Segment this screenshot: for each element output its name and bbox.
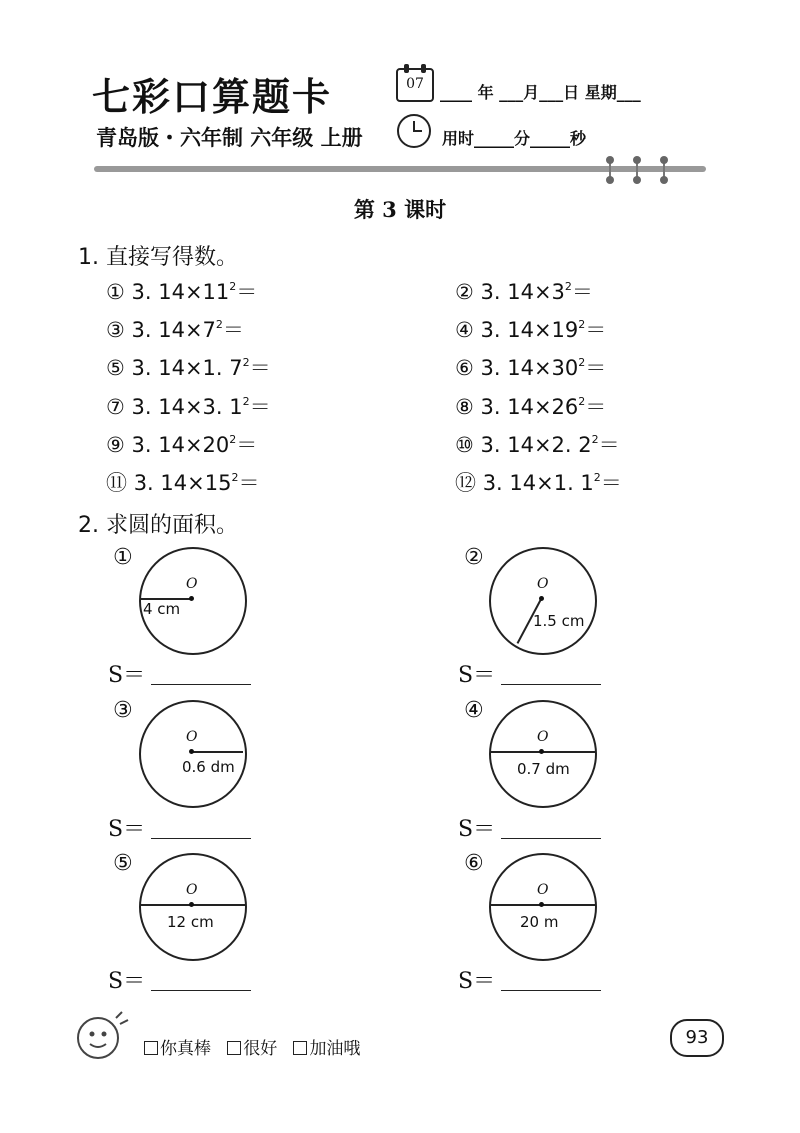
question-2-title: 2. 求圆的面积。 bbox=[78, 513, 238, 538]
exponent: 2 bbox=[231, 471, 239, 484]
center-label: O bbox=[186, 729, 198, 745]
eval-option: 加油哦 bbox=[309, 1039, 361, 1059]
answer-line bbox=[108, 964, 251, 995]
circle-number: ④ bbox=[464, 698, 484, 723]
s-label: S＝ bbox=[458, 969, 496, 994]
item-number: ⑧ bbox=[455, 394, 474, 419]
equals-sign: ＝ bbox=[249, 394, 271, 419]
circle-figure bbox=[489, 547, 597, 655]
equals-sign: ＝ bbox=[598, 432, 620, 457]
measure-label: 20 m bbox=[520, 913, 559, 931]
radius-line bbox=[191, 751, 243, 753]
circle-number: ⑤ bbox=[113, 851, 133, 876]
calendar-icon bbox=[396, 68, 434, 102]
checkbox[interactable] bbox=[227, 1041, 241, 1055]
answer-blank[interactable] bbox=[151, 666, 251, 685]
expression-base: 3. 14×20 bbox=[131, 432, 230, 457]
page-number: 93 bbox=[670, 1019, 724, 1057]
expression-base: 3. 14×30 bbox=[480, 356, 579, 381]
center-label: O bbox=[186, 882, 198, 898]
calendar-day: 07 bbox=[406, 76, 424, 92]
center-dot bbox=[189, 596, 194, 601]
expression-item bbox=[106, 276, 257, 306]
date-line: ____ 年 ___月___日 星期___ bbox=[440, 83, 641, 102]
expression-base: 3. 14×3. 1 bbox=[131, 394, 243, 419]
center-dot bbox=[539, 902, 544, 907]
answer-blank[interactable] bbox=[151, 972, 251, 991]
expression-item bbox=[106, 467, 259, 497]
header-divider bbox=[94, 166, 706, 172]
center-dot bbox=[539, 749, 544, 754]
equals-sign: ＝ bbox=[222, 318, 244, 343]
item-number: ③ bbox=[106, 318, 125, 343]
clock-icon bbox=[397, 114, 431, 148]
expression-base: 3. 14×19 bbox=[480, 318, 579, 343]
measure-label: 12 cm bbox=[167, 913, 214, 931]
exponent: 2 bbox=[578, 356, 586, 370]
equals-sign: ＝ bbox=[571, 280, 593, 304]
measure-label: 0.7 dm bbox=[517, 760, 570, 778]
item-number: ⑫ bbox=[455, 471, 476, 495]
eval-option: 你真棒 bbox=[160, 1039, 211, 1059]
exponent: 2 bbox=[242, 356, 250, 370]
exponent: 2 bbox=[229, 432, 237, 446]
measure-label: 1.5 cm bbox=[533, 612, 585, 630]
time-line: 用时_____分_____秒 bbox=[442, 129, 587, 148]
item-number: ⑤ bbox=[106, 356, 125, 381]
answer-line bbox=[108, 658, 251, 689]
expression-base: 3. 14×1. 1 bbox=[482, 471, 594, 495]
item-number: ⑥ bbox=[455, 356, 474, 381]
expression-item bbox=[106, 391, 271, 421]
answer-blank[interactable] bbox=[151, 820, 251, 839]
circle-number: ③ bbox=[113, 698, 133, 723]
answer-blank[interactable] bbox=[501, 820, 601, 839]
item-number: ④ bbox=[455, 318, 474, 343]
exponent: 2 bbox=[591, 432, 599, 446]
expression-item bbox=[455, 391, 606, 421]
s-label: S＝ bbox=[458, 817, 496, 842]
answer-line bbox=[458, 658, 601, 689]
edition-label: 青岛版・六年制 六年级 上册 bbox=[96, 126, 363, 150]
eval-option: 很好 bbox=[243, 1039, 278, 1059]
item-number: ② bbox=[455, 280, 474, 304]
item-number: ⑩ bbox=[455, 432, 474, 457]
question-1-title: 1. 直接写得数。 bbox=[78, 245, 238, 270]
answer-blank[interactable] bbox=[501, 972, 601, 991]
expression-item bbox=[455, 276, 593, 306]
expression-base: 3. 14×2. 2 bbox=[480, 432, 592, 457]
circle-number: ⑥ bbox=[464, 851, 484, 876]
brand-title: 七彩口算题卡 bbox=[92, 74, 333, 119]
circle-figure bbox=[489, 700, 597, 808]
exponent: 2 bbox=[578, 394, 586, 408]
self-evaluation bbox=[144, 1034, 360, 1059]
center-dot bbox=[189, 902, 194, 907]
answer-line bbox=[458, 812, 601, 843]
item-number: ⑪ bbox=[106, 471, 127, 495]
equals-sign: ＝ bbox=[585, 356, 607, 381]
s-label: S＝ bbox=[458, 663, 496, 688]
lesson-title: 第 3 课时 bbox=[353, 197, 447, 222]
item-number: ⑦ bbox=[106, 394, 125, 419]
exponent: 2 bbox=[215, 318, 223, 332]
expression-item bbox=[455, 467, 622, 497]
measure-label: 4 cm bbox=[143, 600, 181, 618]
equals-sign: ＝ bbox=[238, 471, 260, 495]
center-label: O bbox=[537, 882, 549, 898]
checkbox[interactable] bbox=[293, 1041, 307, 1055]
circle-figure bbox=[139, 853, 247, 961]
pin-icon bbox=[663, 158, 665, 182]
expression-item bbox=[455, 352, 606, 382]
expression-base: 3. 14×1. 7 bbox=[131, 356, 243, 381]
center-label: O bbox=[186, 576, 198, 592]
expression-base: 3. 14×7 bbox=[131, 318, 216, 343]
center-dot bbox=[539, 596, 544, 601]
expression-base: 3. 14×26 bbox=[480, 394, 579, 419]
expression-base: 3. 14×3 bbox=[480, 280, 565, 304]
expression-item bbox=[455, 314, 606, 344]
mascot-icon bbox=[70, 1004, 134, 1068]
pin-icon bbox=[636, 158, 638, 182]
equals-sign: ＝ bbox=[249, 356, 271, 381]
equals-sign: ＝ bbox=[585, 394, 607, 419]
circle-number: ② bbox=[464, 545, 484, 570]
s-label: S＝ bbox=[108, 663, 146, 688]
checkbox[interactable] bbox=[144, 1041, 158, 1055]
equals-sign: ＝ bbox=[585, 318, 607, 343]
item-number: ⑨ bbox=[106, 432, 125, 457]
expression-item bbox=[455, 429, 620, 459]
exponent: 2 bbox=[242, 394, 250, 408]
s-label: S＝ bbox=[108, 817, 146, 842]
circle-figure bbox=[139, 700, 247, 808]
exponent: 2 bbox=[564, 280, 572, 293]
expression-base: 3. 14×11 bbox=[131, 280, 230, 304]
center-dot bbox=[189, 749, 194, 754]
expression-item bbox=[106, 352, 271, 382]
item-number: ① bbox=[106, 280, 125, 304]
expression-item bbox=[106, 429, 257, 459]
exponent: 2 bbox=[593, 471, 601, 484]
equals-sign: ＝ bbox=[236, 432, 258, 457]
answer-line bbox=[108, 812, 251, 843]
circle-number: ① bbox=[113, 545, 133, 570]
pin-icon bbox=[609, 158, 611, 182]
answer-blank[interactable] bbox=[501, 666, 601, 685]
circle-figure bbox=[489, 853, 597, 961]
s-label: S＝ bbox=[108, 969, 146, 994]
equals-sign: ＝ bbox=[600, 471, 622, 495]
center-label: O bbox=[537, 729, 549, 745]
answer-line bbox=[458, 964, 601, 995]
exponent: 2 bbox=[578, 318, 586, 332]
equals-sign: ＝ bbox=[236, 280, 258, 304]
exponent: 2 bbox=[229, 280, 237, 293]
measure-label: 0.6 dm bbox=[182, 758, 235, 776]
expression-item bbox=[106, 314, 244, 344]
expression-base: 3. 14×15 bbox=[133, 471, 232, 495]
center-label: O bbox=[537, 576, 549, 592]
